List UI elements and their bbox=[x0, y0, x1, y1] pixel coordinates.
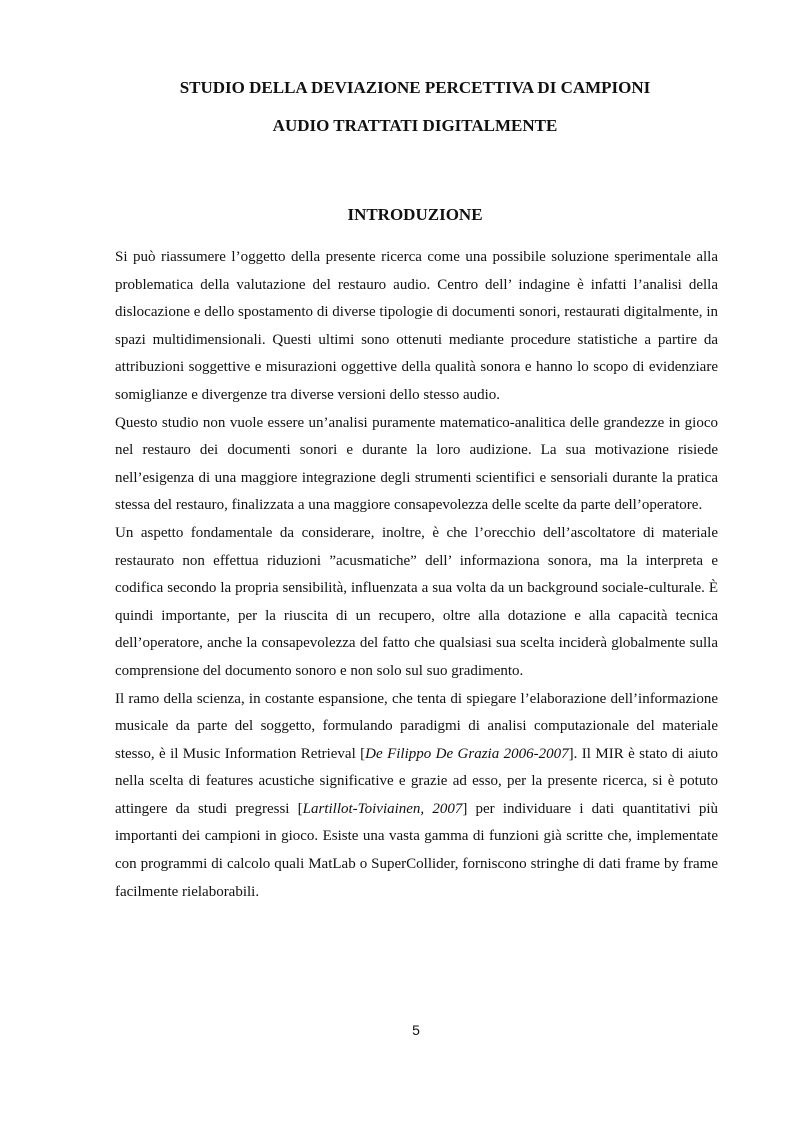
paragraph-4-text-1: Il ramo della scienza, in costante espansione, che tenta di spiegare l’elaborazione dell’informazione musicale da parte del soggetto, formulando paradigmi di analisi computazionale del materiale stesso, è il Music Information Retrieval [ bbox=[115, 690, 718, 762]
paragraph-3: Un aspetto fondamentale da considerare, inoltre, è che l’orecchio dell’ascoltatore di materiale restaurato non effettua riduzioni ”acusmatiche” dell’ informaziona sonora, ma la interpreta e codifica secondo la propria sensibilità, influenzata a sua volta da un background sociale-culturale. È quindi importante, per la riuscita di un recupero, oltre alla dotazione e alla capacità tecnica dell’operatore, anche la consapevolezza del fatto che qualsiasi sua scelta inciderà globalmente sulla comprensione del documento sonoro e non solo sul suo gradimento. bbox=[115, 524, 718, 679]
document-title-line-1: STUDIO DELLA DEVIAZIONE PERCETTIVA DI CAMPIONI bbox=[179, 78, 651, 97]
page-number: 5 bbox=[412, 1022, 420, 1038]
paragraph-2: Questo studio non vuole essere un’analisi puramente matematico-analitica delle grandezze in gioco nel restauro dei documenti sonori e durante la loro audizione. La sua motivazione risiede nell’esigenza di una maggiore integrazione degli strumenti scientifici e sensoriali durante la pratica stessa del restauro, finalizzata a una maggiore consapevolezza delle scelte da parte dell’operatore. bbox=[115, 414, 718, 514]
paragraph-4-text-3: ] per individuare i dati quantitativi più importanti dei campioni in gioco. Esiste una vasta gamma di funzioni già scritte che, implementate con programmi di calcolo quali MatLab o SuperCollider, forniscono stringhe di dati frame by frame facilmente rielaborabili. bbox=[115, 800, 718, 900]
paragraph-4-text-2: ]. Il MIR è stato di aiuto nella scelta di features acustiche significative e grazie ad esso, per la presente ricerca, si è potuto attingere da studi pregressi [ bbox=[115, 745, 718, 817]
section-heading: INTRODUZIONE bbox=[347, 205, 483, 224]
paragraph-4 bbox=[115, 686, 718, 907]
paragraph-1: Si può riassumere l’oggetto della presente ricerca come una possibile soluzione sperimentale alla problematica della valutazione del restauro audio. Centro dell’ indagine è infatti l’analisi della dislocazione e dello spostamento di diverse tipologie di documenti sonori, restaurati digitalmente, in spazi multidimensionali. Questi ultimi sono ottenuti mediante procedure statistiche a partire da attribuzioni soggettive e misurazioni oggettive della qualità sonora e hanno lo scopo di evidenziare somiglianze e divergenze tra diverse versioni dello stesso audio. bbox=[115, 249, 718, 403]
citation-de-filippo: De Filippo De Grazia 2006-2007 bbox=[365, 745, 569, 762]
citation-lartillot: Lartillot-Toiviainen, 2007 bbox=[302, 800, 463, 817]
document-title-line-2: AUDIO TRATTATI DIGITALMENTE bbox=[272, 116, 558, 135]
body-text bbox=[115, 244, 718, 906]
